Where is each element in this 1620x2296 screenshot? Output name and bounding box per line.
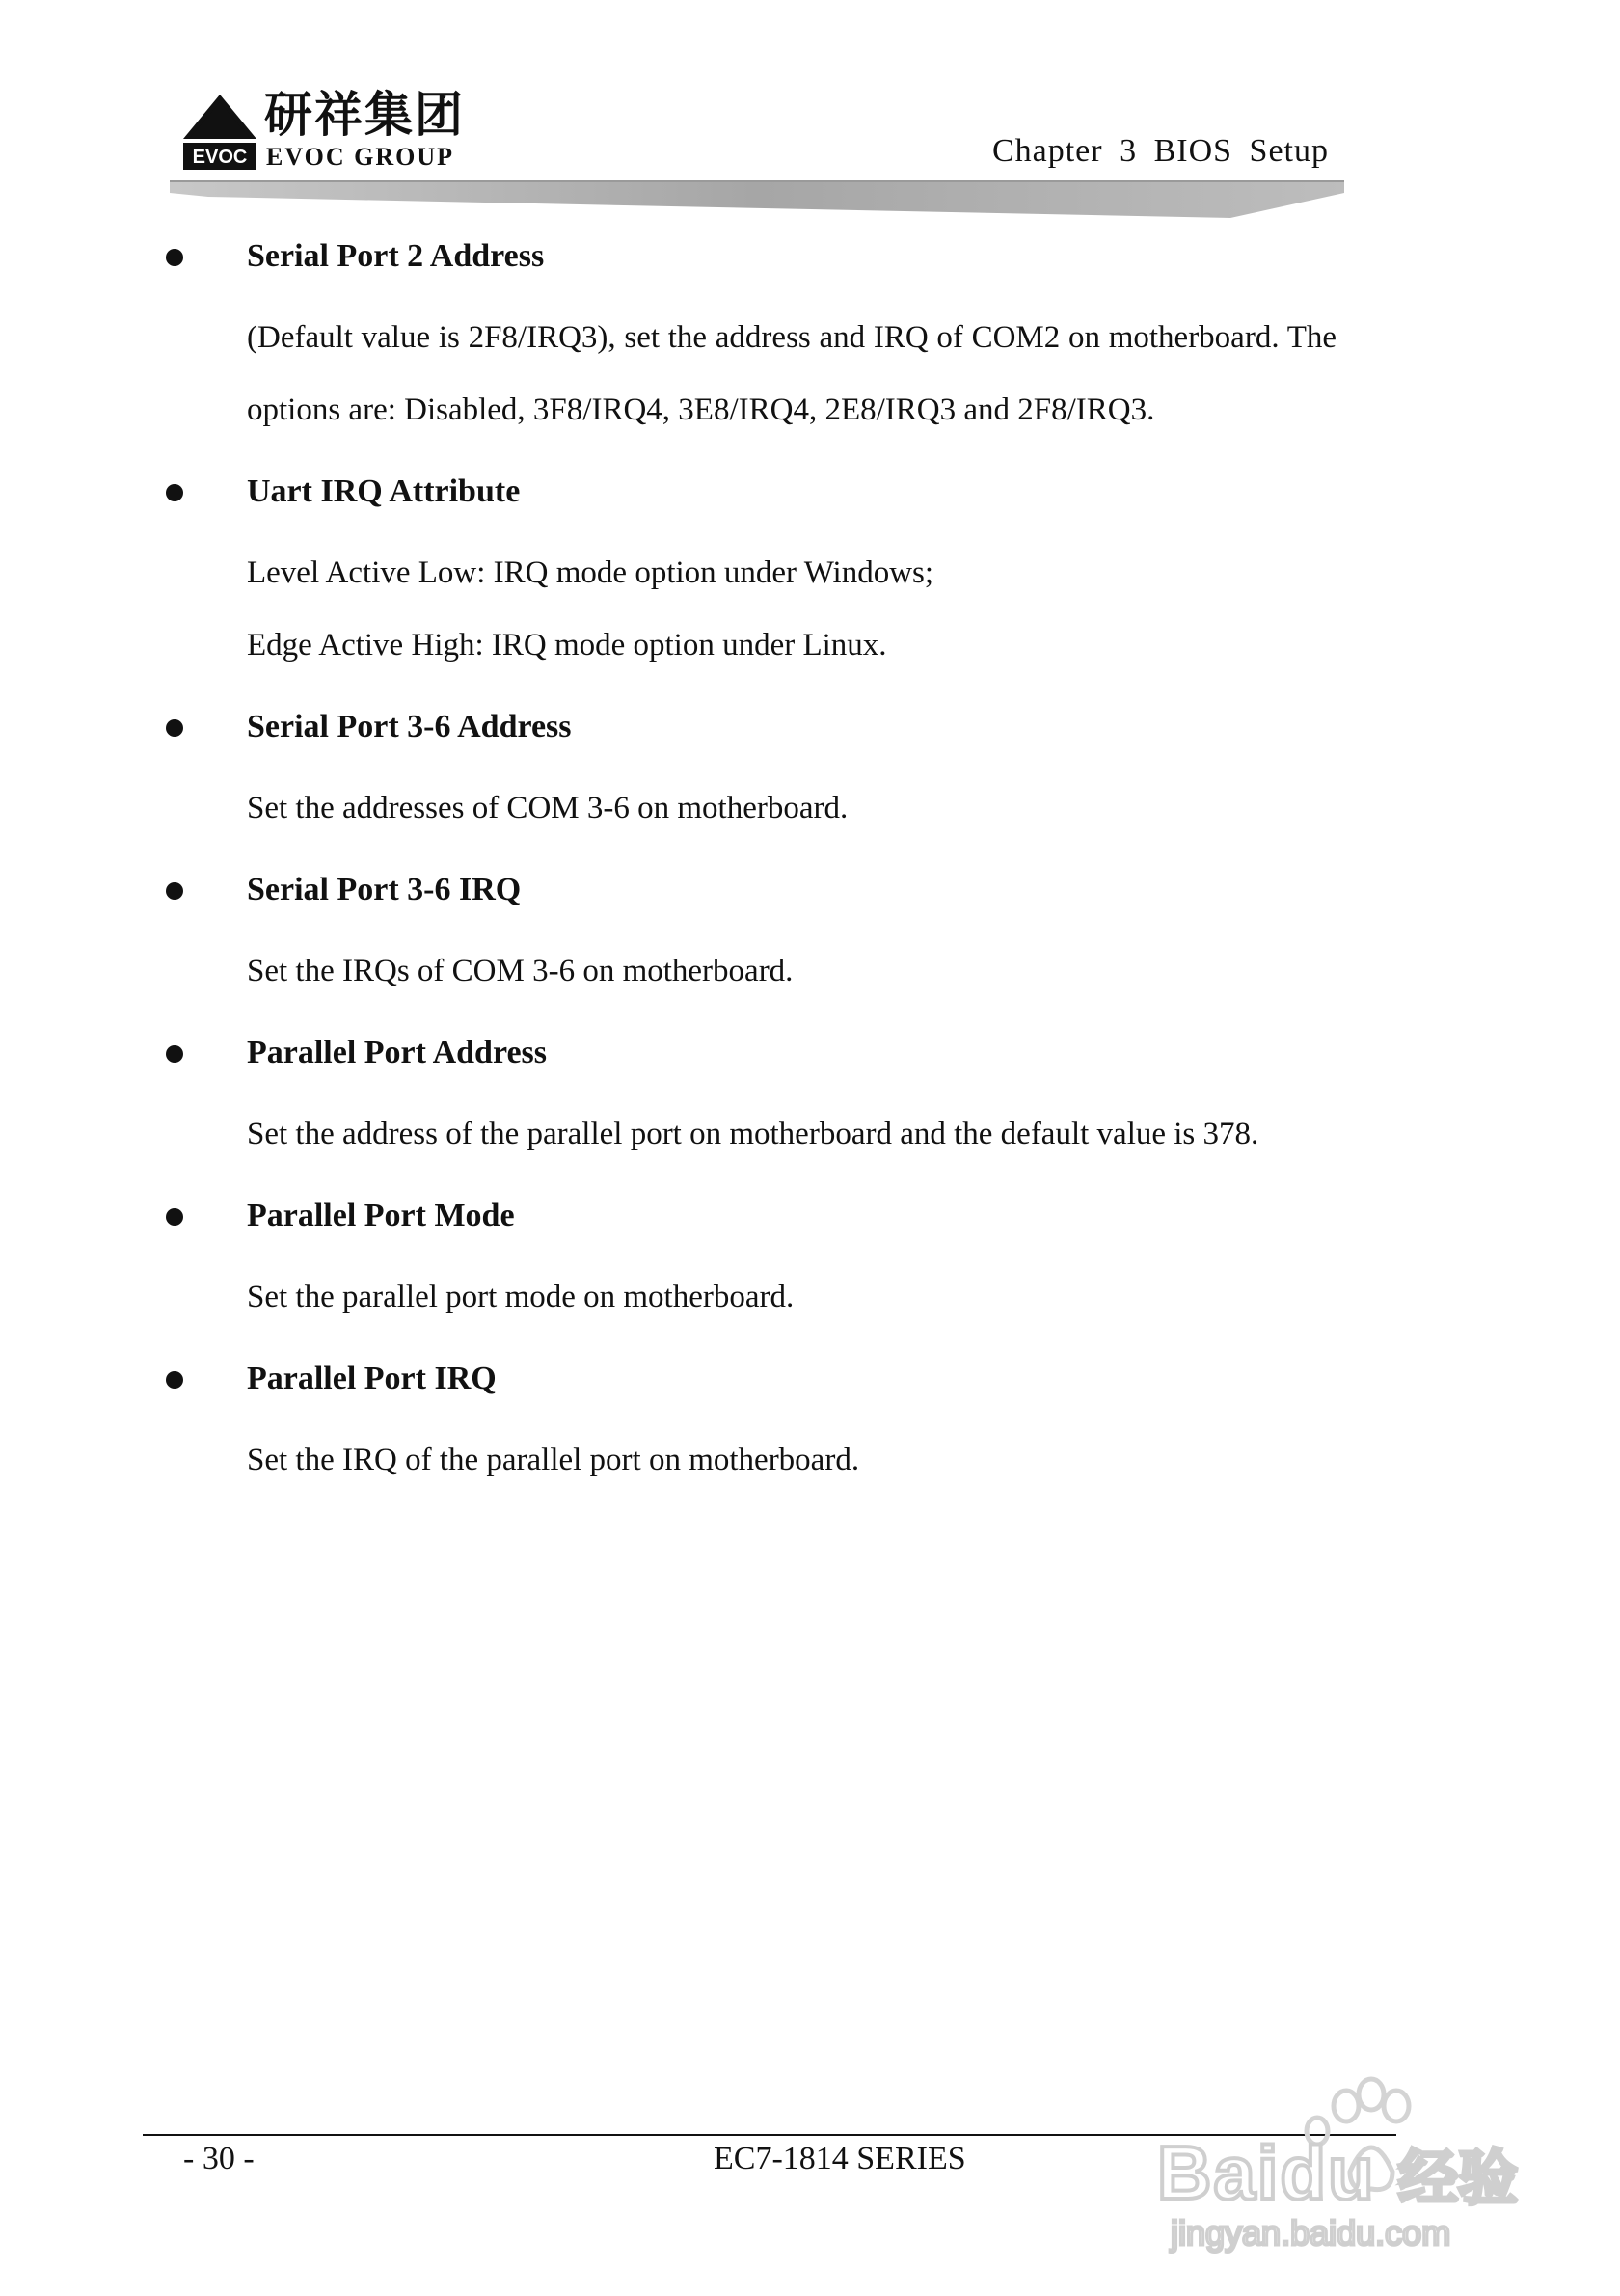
section-heading: Uart IRQ Attribute (247, 473, 521, 509)
bullet-icon (166, 1371, 183, 1389)
section-heading: Serial Port 3-6 Address (247, 709, 572, 744)
header-rule (170, 179, 1344, 218)
bullet-icon (166, 249, 183, 266)
section-heading: Serial Port 3-6 IRQ (247, 872, 522, 907)
bullet-icon (166, 484, 183, 501)
section-serial-port-3-6-irq (0, 863, 1620, 1008)
section-serial-port-3-6-address (0, 700, 1620, 845)
section-paragraph: Set the IRQs of COM 3-6 on motherboard. (247, 954, 794, 988)
section-paragraph: Set the IRQ of the parallel port on motherboard. (247, 1443, 860, 1477)
bullet-icon (166, 1045, 183, 1063)
watermark-url: jingyan.baidu.com (1171, 2213, 1451, 2253)
document-body (0, 230, 1620, 1497)
section-serial-port-2-address (0, 230, 1620, 446)
page-number: - 30 - (183, 2141, 255, 2176)
section-paragraph: Set the addresses of COM 3-6 on motherboard. (247, 791, 849, 825)
section-uart-irq-attribute (0, 465, 1620, 682)
section-heading: Parallel Port Address (247, 1035, 547, 1070)
evoc-logo-mark-icon (183, 95, 256, 170)
section-paragraph: (Default value is 2F8/IRQ3), set the address and IRQ of COM2 on motherboard. The options are: Disabled, 3F8/IRQ4, 3E8/IRQ4, 2E8/IRQ3 and 2F8/IRQ3. (247, 320, 1336, 427)
chapter-title: Chapter 3 BIOS Setup (991, 133, 1329, 169)
section-parallel-port-irq (0, 1352, 1620, 1497)
evoc-logo (183, 87, 465, 172)
bullet-icon (166, 719, 183, 737)
section-heading: Serial Port 2 Address (247, 238, 545, 274)
section-heading: Parallel Port IRQ (247, 1361, 497, 1396)
section-parallel-port-address (0, 1026, 1620, 1171)
logo-chinese-name: 研祥集团 (264, 87, 465, 143)
logo-mark-text: EVOC (192, 147, 248, 168)
logo-english-name: EVOC GROUP (266, 143, 454, 171)
bullet-icon (166, 1208, 183, 1226)
watermark-brand-cn: 经验 (1398, 2143, 1519, 2213)
section-paragraph: Level Active Low: IRQ mode option under Windows; (247, 555, 934, 590)
section-heading: Parallel Port Mode (247, 1198, 515, 1233)
section-parallel-port-mode (0, 1189, 1620, 1334)
section-paragraph: Edge Active High: IRQ mode option under Linux. (247, 628, 887, 662)
section-paragraph: Set the parallel port mode on motherboard. (247, 1280, 795, 1314)
product-series: EC7-1814 SERIES (714, 2141, 966, 2176)
watermark-brand: Baidu (1157, 2130, 1376, 2215)
section-paragraph: Set the address of the parallel port on motherboard and the default value is 378. (247, 1117, 1259, 1151)
baidu-jingyan-watermark (1157, 2064, 1543, 2256)
bullet-icon (166, 882, 183, 900)
